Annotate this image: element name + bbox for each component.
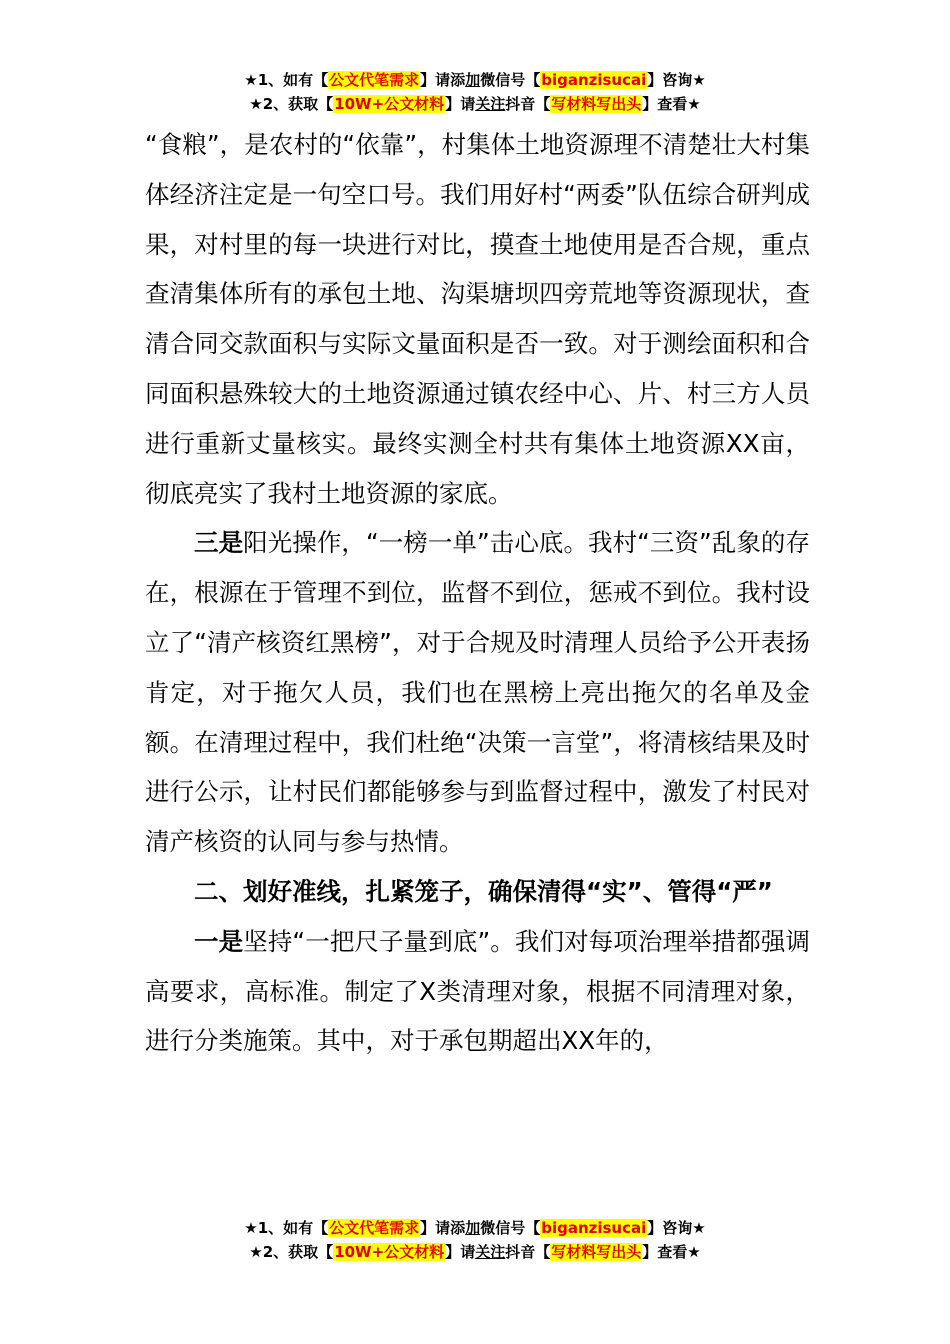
paragraph-1: “食粮”，是农村的“依靠”，村集体土地资源理不清楚壮大村集体经济注定是一句空口号。我们用好村“两委”队伍综合研判成果，对村里的每一块进行对比，摸查土地使用是否合规，重点查清集体所有的承包土地、沟渠塘坝四旁荒地等资源现状，查清合同交款面积与实际文量面积是否一致。对于测绘面积和合同面积悬殊较大的土地资源通过镇农经中心、片、村三方人员进行重新丈量核实。最终实测全村共有集体土地资源XX亩，彻底亮实了我村土地资源的家底。 [145,130,810,508]
footer-line-2: ★2、获取【10W+公文材料】请关注抖音【写材料写出头】查看★ [249,1243,701,1261]
section-heading-2: 二、划好准线，扎紧笼子，确保清得“实”、管得“严” [194,876,773,906]
highlight-service: 公文代笔需求 [329,71,420,89]
banner-line-1: ★1、如有【公文代笔需求】请添加微信号【biganzisucai】咨询★ [244,71,706,89]
banner-line-2: ★2、获取【10W+公文材料】请关注抖音【写材料写出头】查看★ [249,95,701,113]
highlight-materials: 10W+公文材料 [334,95,445,113]
footer-banner [0,1216,950,1264]
document-body [145,120,810,1066]
header-banner [0,68,950,116]
paragraph-3-lead: 一是 [194,926,244,956]
paragraph-3: 一是坚持“一把尺子量到底”。我们对每项治理举措都强调高要求，高标准。制定了X类清理对象，根据不同清理对象，进行分类施策。其中，对于承包期超出XX年的， [145,926,811,1056]
footer-line-1: ★1、如有【公文代笔需求】请添加微信号【biganzisucai】咨询★ [244,1219,706,1237]
highlight-douyin: 写材料写出头 [551,95,642,113]
paragraph-2: 三是阳光操作，“一榜一单”击心底。我村“三资”乱象的存在，根源在于管理不到位，监督不到位，惩戒不到位。我村设立了“清产核资红黑榜”，对于合规及时清理人员给予公开表扬肯定，对于拖欠人员，我们也在黑榜上亮出拖欠的名单及金额。在清理过程中，我们杜绝“决策一言堂”，将清核结果及时进行公示，让村民们都能够参与到监督过程中，激发了村民对清产核资的认同与参与热情。 [145,528,810,857]
highlight-wechat-id: biganzisucai [541,71,647,89]
paragraph-2-lead: 三是 [194,528,244,558]
